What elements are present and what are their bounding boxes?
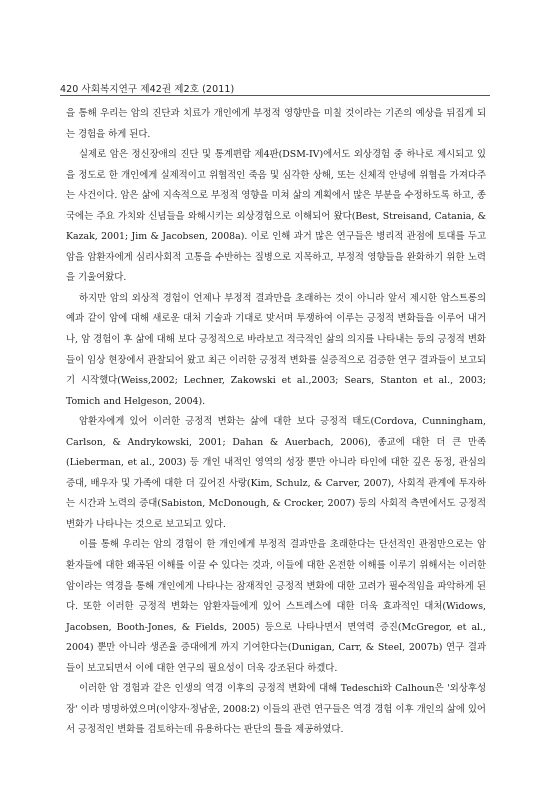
paragraph-1: 을 통해 우리는 암의 진단과 치료가 개인에게 부정적 영향만을 미칠 것이라는 기존의 예상을 뒤집게 되는 경험을 하게 된다. <box>66 108 486 140</box>
body-text <box>66 104 486 741</box>
running-header: 420 사회복지연구 제42권 제2호 (2011) <box>60 84 235 95</box>
paragraph-4: 암환자에게 있어 이러한 긍정적 변화는 삶에 대한 보다 긍정적 태도(Cordova, Cunningham, Carlson, & Andrykowski, 2001; Dahan & Auerbach, 2006), 종교에 대한 더 큰 만족(Lieberman, et al., 2003) 등 개인 내적인 영역의 성장 뿐만 아니라 타인에 대한 깊은 동정, 관심의 증대, 배우자 및 가족에 대한 더 깊어진 사랑(Kim, Schulz, & Carver, 2007), 사회적 관계에 투자하는 시간과 노력의 증대(Sabiston, McDonough, & Crocker, 2007) 등의 사회적 측면에서도 긍정적 변화가 나타나는 것으로 보고되고 있다. <box>66 416 486 530</box>
paragraph-5: 이를 통해 우리는 암의 경험이 한 개인에게 부정적 결과만을 초래한다는 단선적인 관점만으로는 암환자들에 대한 왜곡된 이해를 이끌 수 있다는 것과, 이들에 대한 온전한 이해를 이루기 위해서는 이러한 암이라는 역경을 통해 개인에게 나타나는 잠재적인 긍정적 변화에 대한 고려가 필수적임을 파악하게 된다. 또한 이러한 긍정적 변화는 암환자들에게 있어 스트레스에 대한 더욱 효과적인 대처(Widows, Jacobsen, Booth-Jones, & Fields, 2005) 등으로 나타나면서 면역력 증진(McGregor, et al., 2004) 뿐만 아니라 생존율 증대에게 까지 기여한다는(Dunigan, Carr, & Steel, 2007b) 연구 결과들이 보고되면서 이에 대한 연구의 필요성이 더욱 강조된다 하겠다. <box>66 539 486 674</box>
header-rule <box>60 95 490 96</box>
paragraph-6: 이러한 암 경험과 같은 인생의 역경 이후의 긍정적 변화에 대해 Tedeschi와 Calhoun은 '외상후성장' 이라 명명하였으며(이양자·정남운, 2008:2) 이들의 관련 연구들은 역경 경험 이후 개인의 삶에 있어서 긍정적인 변화를 검토하는데 유용하다는 판단의 틀을 제공하였다. <box>66 683 486 736</box>
paragraph-3: 하지만 암의 외상적 경험이 언제나 부정적 결과만을 초래하는 것이 아니라 앞서 제시한 암스트롱의 예과 같이 암에 대해 새로운 대처 기술과 기대로 맞서며 투쟁하여 이루는 긍정적 변화들을 이루어 내거나, 암 경험이 후 삶에 대해 보다 긍정적으로 바라보고 적극적인 삶의 의지를 나타내는 등의 긍정적 변화들이 임상 현장에서 관찰되어 왔고 최근 이러한 긍정적 변화를 실증적으로 검증한 연구 결과들이 보고되기 시작했다(Weiss,2002; Lechner, Zakowski et al.,2003; Sears, Stanton et al., 2003; Tomich and Helgeson, 2004). <box>66 292 486 407</box>
paragraph-2: 실제로 암은 정신장애의 진단 및 통계편람 제4판(DSM-IV)에서도 외상경험 중 하나로 제시되고 있을 정도로 한 개인에게 실제적이고 위협적인 죽음 및 심각한 상해, 또는 신체적 안녕에 위협을 가져다주는 사건이다. 암은 삶에 지속적으로 부정적 영향을 미쳐 삶의 계획에서 많은 부분을 수정하도록 하고, 종국에는 주요 가치와 신념들을 와해시키는 외상경험으로 이해되어 왔다(Best, Streisand, Catania, & Kazak, 2001; Jim & Jacobsen, 2008a). 이로 인해 과거 많은 연구들은 병리적 관점에 토대를 두고 암을 암환자에게 심리사회적 고통을 수반하는 질병으로 지목하고, 부정적 영향들을 완화하기 위한 노력을 기울여왔다. <box>66 149 486 284</box>
